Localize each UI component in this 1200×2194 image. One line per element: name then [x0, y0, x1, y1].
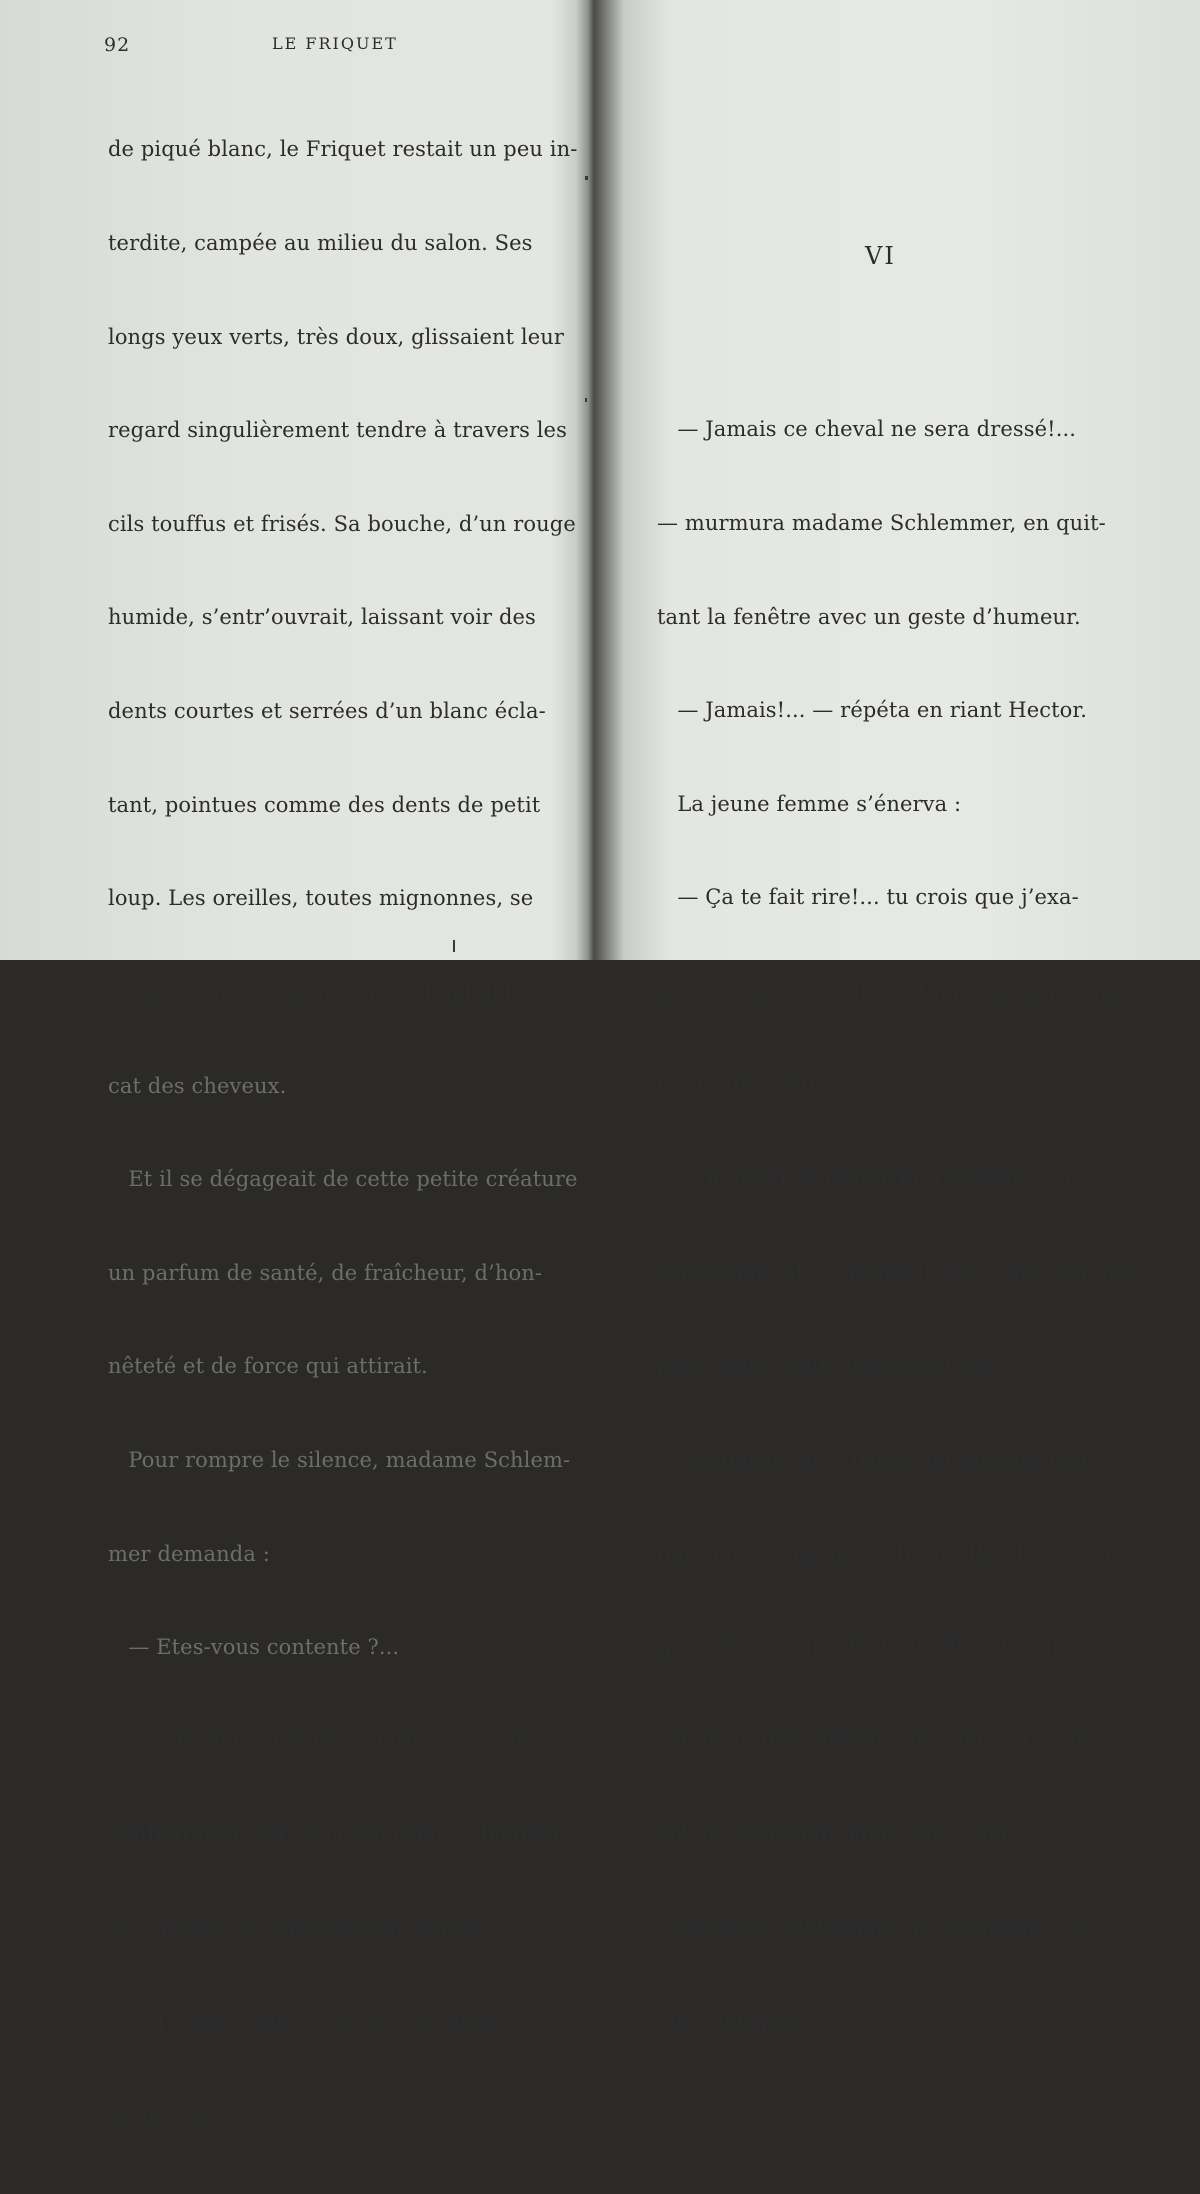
right-page-text: [657, 352, 1157, 2099]
running-head-title: LE FRIQUET: [272, 34, 398, 53]
text-line: Madame Schlemmer ne répondait rien ;: [657, 1915, 1107, 1940]
text-line: Les douze mille francs du piqueur exas-: [657, 1447, 1106, 1472]
text-line: mon rêve !...: [108, 2103, 244, 2128]
text-line: détachaient en rouge sur le blond déli-: [108, 979, 526, 1004]
right-page: [605, 0, 1200, 2033]
ink-speck: [453, 940, 455, 952]
text-line: — Ça te fait rire!... tu crois que j’exa-: [657, 885, 1079, 910]
text-line: tant la fenêtre avec un geste d’humeur.: [657, 604, 1081, 629]
text-line: — Etes-vous contente ?...: [108, 1635, 400, 1660]
text-line: regard singulièrement tendre à travers les: [108, 418, 567, 443]
text-line: — Jamais!... — répéta en riant Hector.: [657, 698, 1087, 723]
text-line: d’admiration sur sa petite robe, si blanche: [108, 1822, 566, 1847]
text-line: humide, s’entr’ouvrait, laissant voir des: [108, 605, 536, 630]
text-line: longs yeux verts, très doux, glissaient leur: [108, 324, 565, 349]
text-line: tant, pointues comme des dents de petit: [108, 792, 541, 817]
text-line: un parfum de santé, de fraîcheur, d’hon-: [108, 1260, 543, 1285]
text-line: le premier jour...: [657, 1072, 837, 1097]
text-line: sais comment s’y prend la perle que ton mari: [657, 1259, 1144, 1284]
text-line: de piqué blanc, le Friquet restait un peu in-: [108, 137, 578, 162]
text-line: terdite, campée au milieu du salon. Ses: [108, 231, 533, 256]
text-line: péraient le marquis d’Hourville. Il se disait: [657, 1540, 1120, 1565]
text-line: paye douze mille francs par an...: [657, 1353, 1008, 1378]
text-line: nêteté et de force qui attirait.: [108, 1354, 428, 1379]
text-line: — J’ vous crois !... me v’là en blanc !...,: [108, 2009, 548, 2034]
left-page: [0, 0, 585, 2128]
ink-speck: [585, 398, 587, 402]
text-line: Le Friquet coula un regard tout plein: [108, 1728, 530, 1753]
text-line: son beau-frère infiniment mieux et en le: [657, 1727, 1090, 1752]
ink-speck: [585, 176, 588, 180]
text-line: et si neuve, et répondit convaincue :: [108, 1915, 500, 1940]
text-line: Et il se dégageait de cette petite créature: [108, 1167, 578, 1192]
text-line: mer demanda :: [108, 1541, 270, 1566]
page-number: 92: [104, 34, 131, 56]
text-line: Pour rompre le silence, madame Schlem-: [108, 1447, 571, 1472]
text-line: alors il reprit :: [657, 2008, 814, 2033]
text-line: dents courtes et serrées d’un blanc écla-: [108, 699, 546, 724]
text-line: — Je n’ai pas besoin de regarder!... je: [657, 1166, 1084, 1191]
text-line: gère... regarde!... il n’est pas mieux mis que: [657, 979, 1133, 1004]
text-line: — Jamais ce cheval ne sera dressé!...: [657, 417, 1077, 442]
left-page-text: [108, 72, 578, 2194]
chapter-heading: VI: [865, 242, 896, 270]
text-line: La jeune femme s’énerva :: [657, 791, 962, 816]
running-head: [104, 34, 554, 58]
text-line: cils touffus et frisés. Sa bouche, d’un rouge: [108, 511, 576, 536]
text-line: que, pour ce prix-là, il tiendrait l’écurie de: [657, 1634, 1115, 1659]
text-line: loup. Les oreilles, toutes mignonnes, se: [108, 886, 534, 911]
text-line: — murmura madame Schlemmer, en quit-: [657, 511, 1106, 536]
text-line: cat des cheveux.: [108, 1073, 287, 1098]
text-line: volant beaucoup moins que l’Anglais.: [657, 1821, 1059, 1846]
